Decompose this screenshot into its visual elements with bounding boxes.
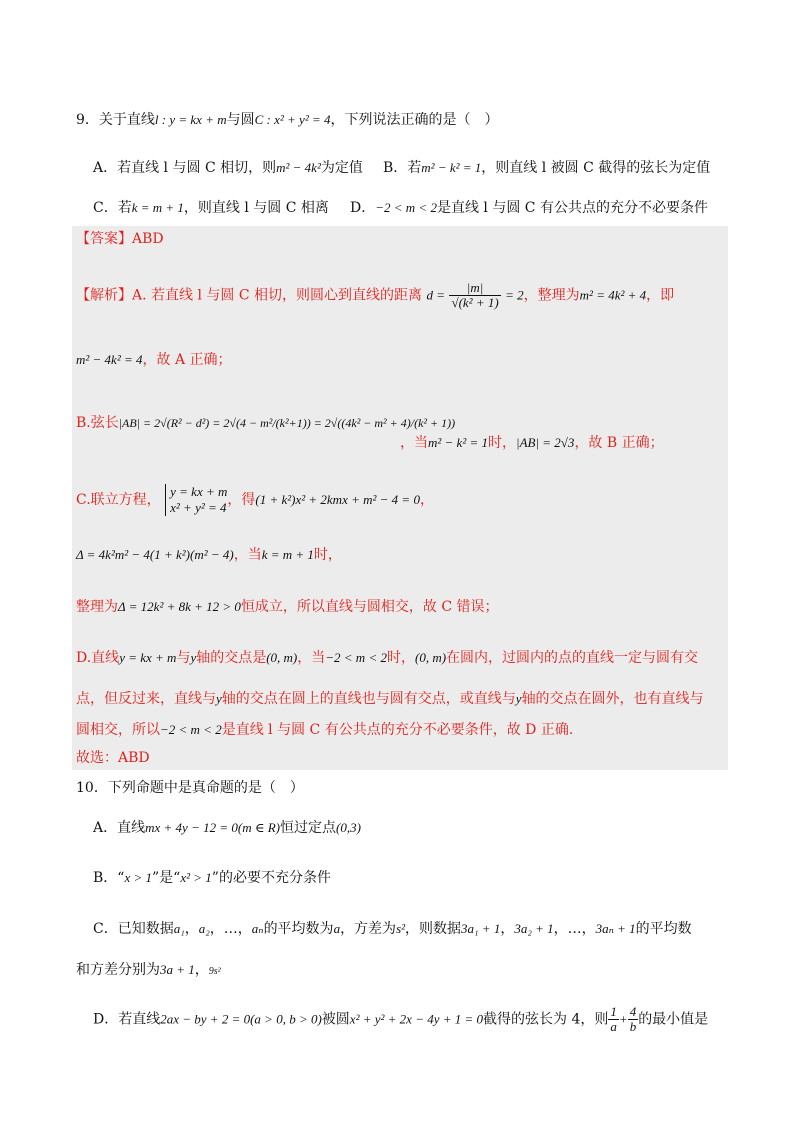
- simplify-expr: Δ = 12k² + 8k + 12 > 0: [118, 599, 241, 614]
- analysis-d2-text-3: 轴的交点在圆外，也有直线与: [521, 691, 704, 707]
- q10-c-3a1: 3a₁ + 1: [461, 921, 501, 936]
- q10-option-a-text: A．直线: [93, 820, 146, 836]
- analysis-d3-text-2: 是直线 l 与圆 C 有公共点的充分不必要条件，故 D 正确.: [221, 722, 574, 738]
- q10-option-a-expr: mx + 4y − 12 = 0(m ∈ R): [145, 820, 280, 835]
- q10-d-circle-expr: x² + y² + 2x − 4y + 1 = 0: [349, 1011, 484, 1027]
- analysis-b-text-2: ，当: [400, 435, 428, 451]
- analysis-d2-expr: y: [216, 691, 222, 706]
- q10-c-3an: 3aₙ + 1: [595, 921, 636, 936]
- q10-option-c: [93, 919, 692, 939]
- quadratic-expr: (1 + k²)x² + 2kmx + m² − 4 = 0: [255, 492, 420, 507]
- analysis-b-text-4: ，故 B 正确；: [574, 435, 664, 451]
- q10-c-a2: a₂: [198, 921, 210, 936]
- simplify-text: 整理为: [76, 599, 118, 615]
- q10-option-d-text: D．若直线: [93, 1011, 161, 1028]
- q10-option-b-text-3: ”的必要不充分条件: [211, 870, 331, 886]
- q10-c-sep3: ，: [500, 921, 515, 937]
- q9-option-d-text-2: 是直线 l 与圆 C 有公共点的充分不必要条件: [436, 200, 708, 216]
- q9-option-b-text-2: ，则直线 l 被圆 C 截得的弦长为定值: [481, 160, 711, 176]
- analysis-d2-text-2: 轴的交点在圆上的直线也与圆有交点，或直线与: [221, 691, 516, 707]
- q9-option-a-expr: m² − 4k²: [276, 160, 321, 175]
- analysis-d-expr4: −2 < m < 2: [325, 650, 387, 665]
- q10-option-d-text-3: 截得的弦长为 4，则: [483, 1011, 609, 1028]
- answer-label: 【答案】ABD: [76, 231, 164, 247]
- q10-option-a: [93, 818, 361, 838]
- q10-option-c-text: C．已知数据: [93, 921, 174, 937]
- q10-option-d-text-2: 被圆: [321, 1011, 350, 1028]
- analysis-b: [76, 413, 455, 433]
- analysis-b-cont: [400, 433, 664, 453]
- analysis-a-text-3: ，即: [646, 287, 675, 304]
- q9-circle-expr: C : x² + y² = 4: [254, 112, 331, 127]
- analysis-d-text-3: 轴的交点是: [196, 650, 267, 666]
- q10-c-sep4: ，…，: [553, 921, 596, 937]
- analysis-d2-expr2: y: [515, 691, 522, 706]
- q10-d-frac1-num: 1: [610, 1004, 617, 1019]
- analysis-a-line2-expr: m² − 4k² = 4: [76, 352, 143, 367]
- q9-option-b: [383, 158, 710, 178]
- q10-c2-sep: ，: [194, 962, 209, 978]
- analysis-d-text-6: 在圆内，过圆内的点的直线一定与圆有交: [446, 650, 699, 666]
- q9-option-b-expr: m² − k² = 1: [421, 160, 482, 175]
- q10-option-b-text: B．“: [93, 870, 125, 886]
- analysis-c: [76, 484, 434, 516]
- analysis-d-expr5: (0, m): [414, 650, 447, 665]
- q10-option-b-expr1: x > 1: [124, 870, 152, 885]
- distance-fraction: [449, 281, 500, 310]
- q10-d-plus: +: [618, 1011, 628, 1027]
- q10-c2-mean: 3a + 1: [160, 962, 195, 977]
- analysis-c-text: C.联立方程，: [76, 492, 161, 508]
- analysis-d-line2: [76, 689, 704, 709]
- distance-denominator: √(k² + 1): [451, 295, 499, 310]
- q10-c-3a2: 3a₂ + 1: [514, 921, 554, 936]
- q9-option-c-expr: k = m + 1: [131, 200, 184, 215]
- analysis-d-text-2: 与: [176, 650, 191, 666]
- delta-expr2: k = m + 1: [261, 547, 314, 562]
- analysis-d2-text: 点，但反过来，直线与: [76, 691, 216, 707]
- q10-d-frac2: [628, 1005, 639, 1034]
- q9-option-c-text-2: ，则直线 l 与圆 C 相离: [183, 200, 329, 216]
- analysis-a-line2-text: ，故 A 正确；: [142, 352, 232, 368]
- analysis-d-text-5: 时，: [386, 650, 415, 666]
- delta-text-2: 时，: [313, 547, 342, 563]
- distance-numerator: |m|: [449, 281, 500, 296]
- q10-c2-text: 和方差分别为: [76, 962, 160, 978]
- analysis-c-text-3: ，: [419, 492, 434, 508]
- chord-length-expr: |AB| = 2√(R² − d²) = 2√(4 − m²/(k²+1)) = 2√((4k² − m² + 4)/(k² + 1)): [118, 416, 456, 430]
- q10-option-c-text-2: 的平均数为: [263, 921, 334, 937]
- q10-option-b-text-2: ”是“: [152, 870, 181, 886]
- q10-option-c-text-5: 的平均数: [635, 921, 692, 937]
- analysis-b-text: B.弦长: [76, 415, 119, 431]
- q10-option-c-text-4: ，则数据: [405, 921, 462, 937]
- q9-option-b-text: B．若: [383, 160, 422, 176]
- q10-c-sep2: ，…，: [209, 921, 252, 937]
- q10-c-variance: s²: [396, 921, 406, 936]
- q10-c-a1: a₁: [173, 921, 185, 936]
- q10-d-frac2-den: b: [629, 1019, 637, 1034]
- analysis-d3-text: 圆相交，所以: [76, 722, 160, 738]
- system-eq-1: y = kx + m: [170, 484, 228, 499]
- q9-option-d-text: D．: [350, 200, 376, 216]
- system-eq-2: x² + y² = 4: [170, 500, 227, 515]
- analysis-b-expr3: |AB| = 2√3: [516, 435, 575, 450]
- q9-option-c: [93, 198, 329, 218]
- analysis-b-text-3: 时，: [488, 435, 516, 451]
- q10-option-c-line2: [76, 960, 221, 982]
- equation-system: [165, 484, 227, 516]
- analysis-a-text-2: ，整理为: [523, 287, 580, 304]
- q10-stem: 10．下列命题中是真命题的是（ ）: [76, 780, 304, 796]
- q10-option-d-text-4: 的最小值是: [638, 1011, 709, 1028]
- q10-option-c-text-3: ，方差为: [340, 921, 397, 937]
- analysis-d: [76, 648, 698, 668]
- delta-expr: Δ = 4k²m² − 4(1 + k²)(m² − 4): [76, 547, 234, 562]
- simplify-text-2: 恒成立，所以直线与圆相交，故 C 错误；: [240, 599, 499, 615]
- q10-d-frac1: [608, 1005, 619, 1034]
- q9-line-expr: l : y = kx + m: [154, 112, 227, 127]
- analysis-delta: [76, 545, 342, 565]
- distance-rhs: = 2: [505, 287, 524, 303]
- analysis-d-expr1: y = kx + m: [119, 650, 177, 665]
- analysis-a-line2: [76, 350, 232, 370]
- q10-option-d: [93, 1005, 708, 1034]
- q9-option-a-text-2: 为定值: [320, 160, 363, 176]
- analysis-a-expr: m² = 4k² + 4: [579, 287, 647, 303]
- analysis-b-expr2: m² − k² = 1: [428, 435, 488, 450]
- q10-d-line-expr: 2ax − by + 2 = 0(a > 0, b > 0): [160, 1011, 322, 1027]
- q9-stem-text: 9．关于直线: [76, 112, 155, 128]
- q10-c-an: aₙ: [251, 921, 264, 936]
- q10-option-a-expr2: (0,3): [335, 820, 361, 835]
- q10-option-a-text-2: 恒过定点: [279, 820, 336, 836]
- q9-option-d: [350, 198, 708, 218]
- analysis-c-text-2: ，得: [227, 492, 256, 508]
- analysis-a-text: 【解析】A. 若直线 l 与圆 C 相切，则圆心到直线的距离: [76, 287, 422, 304]
- q9-option-a: [93, 158, 363, 178]
- q9-stem: [76, 110, 499, 130]
- analysis-d3-expr: −2 < m < 2: [160, 722, 222, 737]
- q10-option-b-expr2: x² > 1: [180, 870, 212, 885]
- final-answer: 故选：ABD: [76, 750, 150, 766]
- delta-text: ，当: [233, 547, 262, 563]
- analysis-d-expr2: y: [190, 650, 197, 665]
- distance-lhs: d =: [426, 287, 445, 303]
- q10-d-frac2-num: 4: [629, 1004, 637, 1019]
- q9-stem-text-2: 与圆: [226, 112, 255, 128]
- analysis-d-line3: [76, 720, 573, 740]
- analysis-d-text-4: ，当: [297, 650, 326, 666]
- q9-stem-text-3: ，下列说法正确的是（ ）: [330, 112, 499, 128]
- q9-option-c-text: C．若: [93, 200, 132, 216]
- q10-c-mean: a: [333, 921, 341, 936]
- q9-option-a-text: A．若直线 l 与圆 C 相切，则: [93, 160, 277, 176]
- analysis-d-text: D.直线: [76, 650, 120, 666]
- analysis-simplify: [76, 597, 499, 617]
- q10-c-sep1: ，: [184, 921, 199, 937]
- analysis-d-expr3: (0, m): [266, 650, 298, 665]
- q10-d-frac1-den: a: [610, 1019, 617, 1034]
- q9-option-d-expr: −2 < m < 2: [375, 200, 437, 215]
- analysis-a: [76, 281, 674, 310]
- q10-c2-variance: 9s²: [208, 966, 221, 977]
- q10-option-b: [93, 868, 331, 888]
